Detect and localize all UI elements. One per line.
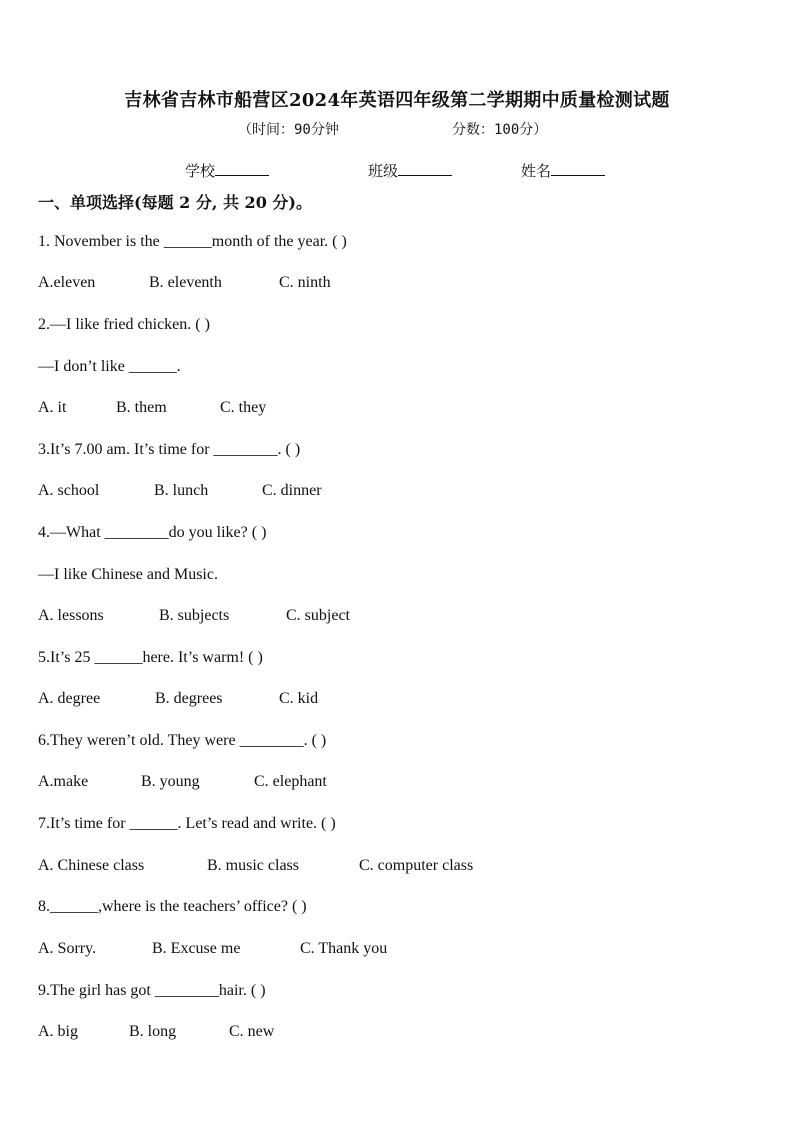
question-7-option-b: B. music class xyxy=(207,857,299,874)
question-5-option-a: A. degree xyxy=(38,690,101,707)
name-blank[interactable] xyxy=(551,161,605,176)
question-9-option-b: B. long xyxy=(129,1023,177,1040)
question-3-option-a: A. school xyxy=(38,482,100,499)
question-1-stem: 1. November is the ______month of the year. ( ) xyxy=(38,233,347,250)
time-info: （时间：90分钟 xyxy=(238,122,339,138)
question-3-option-b: B. lunch xyxy=(154,482,209,499)
question-5-option-b: B. degrees xyxy=(155,690,223,707)
question-5-option-c: C. kid xyxy=(279,690,319,707)
question-2-option-b: B. them xyxy=(116,399,167,416)
score-info: 分数：100分） xyxy=(452,122,548,138)
school-blank[interactable] xyxy=(215,161,269,176)
question-4-stem: 4.—What ________do you like? ( ) xyxy=(38,524,267,541)
school-field xyxy=(185,160,269,181)
question-2-stem-line2: —I don’t like ______. xyxy=(38,358,181,375)
question-8-option-a: A. Sorry. xyxy=(38,940,97,957)
page-title: 吉林省吉林市船营区2024年英语四年级第二学期期中质量检测试题 xyxy=(124,90,670,111)
question-1-option-a: A.eleven xyxy=(38,274,96,291)
question-8-option-c: C. Thank you xyxy=(300,940,388,957)
question-8-option-b: B. Excuse me xyxy=(152,940,241,957)
class-field xyxy=(368,160,452,181)
school-label: 学校 xyxy=(185,162,216,180)
name-field xyxy=(521,160,605,181)
question-7-option-a: A. Chinese class xyxy=(38,857,145,874)
question-4-stem-line2: —I like Chinese and Music. xyxy=(38,566,218,583)
class-blank[interactable] xyxy=(398,161,452,176)
question-6-stem: 6.They weren’t old. They were ________. ( ) xyxy=(38,732,327,749)
question-5-stem: 5.It’s 25 ______here. It’s warm! ( ) xyxy=(38,649,263,666)
question-4-option-b: B. subjects xyxy=(159,607,230,624)
question-2-stem: 2.—I like fried chicken. ( ) xyxy=(38,316,210,333)
question-1-option-c: C. ninth xyxy=(279,274,331,291)
section-heading: 一、单项选择(每题 2 分, 共 20 分)。 xyxy=(38,193,312,212)
question-7-option-c: C. computer class xyxy=(359,857,474,874)
name-label: 姓名 xyxy=(521,162,552,180)
question-7-stem: 7.It’s time for ______. Let’s read and write. ( ) xyxy=(38,815,336,832)
question-3-option-c: C. dinner xyxy=(262,482,322,499)
question-6-option-b: B. young xyxy=(141,773,200,790)
question-8-stem: 8.______,where is the teachers’ office? ( ) xyxy=(38,898,307,915)
question-2-option-a: A. it xyxy=(38,399,67,416)
question-2-option-c: C. they xyxy=(220,399,267,416)
question-6-option-a: A.make xyxy=(38,773,89,790)
question-9-stem: 9.The girl has got ________hair. ( ) xyxy=(38,982,266,999)
question-3-stem: 3.It’s 7.00 am. It’s time for ________. ( ) xyxy=(38,441,301,458)
class-label: 班级 xyxy=(368,162,399,180)
question-9-option-a: A. big xyxy=(38,1023,78,1040)
question-9-option-c: C. new xyxy=(229,1023,275,1040)
question-1-option-b: B. eleventh xyxy=(149,274,222,291)
question-4-option-c: C. subject xyxy=(286,607,350,624)
question-4-option-a: A. lessons xyxy=(38,607,104,624)
question-6-option-c: C. elephant xyxy=(254,773,327,790)
